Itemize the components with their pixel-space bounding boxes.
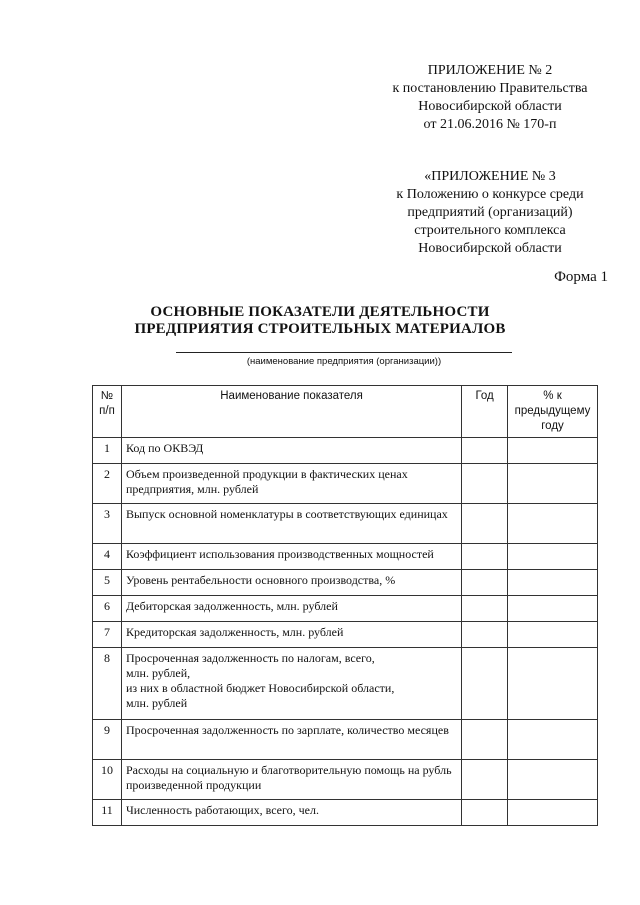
title-line-2: ПРЕДПРИЯТИЯ СТРОИТЕЛЬНЫХ МАТЕРИАЛОВ (134, 321, 506, 337)
percent-value-cell[interactable] (508, 570, 598, 596)
appendix-header-2 (370, 168, 610, 258)
year-value-cell[interactable] (462, 760, 508, 800)
document-title (0, 304, 640, 338)
header-year: Год (462, 386, 508, 438)
year-value-cell[interactable] (462, 622, 508, 648)
indicator-name: Код по ОКВЭД (121, 438, 461, 464)
year-value-cell[interactable] (462, 544, 508, 570)
row-number: 7 (93, 622, 122, 648)
row-number: 2 (93, 464, 122, 504)
table-row (93, 544, 598, 570)
year-value-cell[interactable] (462, 464, 508, 504)
appendix-line: «ПРИЛОЖЕНИЕ № 3 (424, 169, 556, 184)
year-value-cell[interactable] (462, 720, 508, 760)
year-value-cell[interactable] (462, 596, 508, 622)
percent-value-cell[interactable] (508, 504, 598, 544)
indicator-name: Численность работающих, всего, чел. (121, 800, 461, 826)
indicator-name: Кредиторская задолженность, млн. рублей (121, 622, 461, 648)
organization-name-line (176, 352, 512, 353)
table-row (93, 720, 598, 760)
appendix-line: Новосибирской области (418, 99, 562, 114)
table-row (93, 438, 598, 464)
appendix-line: Новосибирской области (418, 241, 562, 256)
header-percent-prev-year: % к предыдущему году (508, 386, 598, 438)
appendix-line: предприятий (организаций) (407, 205, 573, 220)
table-row (93, 800, 598, 826)
row-number: 9 (93, 720, 122, 760)
appendix-line: от 21.06.2016 № 170-п (423, 117, 557, 132)
appendix-line: строительного комплекса (414, 223, 566, 238)
year-value-cell[interactable] (462, 800, 508, 826)
indicator-name: Расходы на социальную и благотворительную помощь на рубль произведенной продукции (121, 760, 461, 800)
year-value-cell[interactable] (462, 570, 508, 596)
organization-name-caption: (наименование предприятия (организации)) (246, 356, 442, 367)
table-row (93, 596, 598, 622)
table-row (93, 464, 598, 504)
indicators-table (92, 385, 598, 826)
year-value-cell[interactable] (462, 504, 508, 544)
table-row (93, 504, 598, 544)
row-number: 6 (93, 596, 122, 622)
appendix-line: к Положению о конкурсе среди (396, 187, 584, 202)
indicator-name: Коэффициент использования производственных мощностей (121, 544, 461, 570)
appendix-line: к постановлению Правительства (392, 81, 588, 96)
indicator-name: Просроченная задолженность по налогам, всего, млн. рублей, из них в областной бюджет Новосибирской области, млн. рублей (121, 648, 461, 720)
indicator-name: Просроченная задолженность по зарплате, количество месяцев (121, 720, 461, 760)
percent-value-cell[interactable] (508, 438, 598, 464)
indicator-name: Выпуск основной номенклатуры в соответствующих единицах (121, 504, 461, 544)
indicator-name: Уровень рентабельности основного производства, % (121, 570, 461, 596)
form-label: Форма 1 (554, 269, 608, 285)
row-number: 3 (93, 504, 122, 544)
table-row (93, 760, 598, 800)
year-value-cell[interactable] (462, 438, 508, 464)
table-row (93, 570, 598, 596)
percent-value-cell[interactable] (508, 760, 598, 800)
row-number: 10 (93, 760, 122, 800)
percent-value-cell[interactable] (508, 720, 598, 760)
percent-value-cell[interactable] (508, 648, 598, 720)
appendix-header (370, 62, 610, 134)
row-number: 11 (93, 800, 122, 826)
table-row (93, 648, 598, 720)
row-number: 5 (93, 570, 122, 596)
row-number: 4 (93, 544, 122, 570)
row-number: 1 (93, 438, 122, 464)
indicator-name: Объем произведенной продукции в фактических ценах предприятия, млн. рублей (121, 464, 461, 504)
percent-value-cell[interactable] (508, 622, 598, 648)
appendix-line: ПРИЛОЖЕНИЕ № 2 (427, 63, 553, 78)
year-value-cell[interactable] (462, 648, 508, 720)
percent-value-cell[interactable] (508, 800, 598, 826)
header-number: № п/п (93, 386, 122, 438)
title-line-1: ОСНОВНЫЕ ПОКАЗАТЕЛИ ДЕЯТЕЛЬНОСТИ (150, 304, 490, 320)
indicator-name: Дебиторская задолженность, млн. рублей (121, 596, 461, 622)
table-header-row (93, 386, 598, 438)
table-row (93, 622, 598, 648)
percent-value-cell[interactable] (508, 544, 598, 570)
percent-value-cell[interactable] (508, 464, 598, 504)
percent-value-cell[interactable] (508, 596, 598, 622)
row-number: 8 (93, 648, 122, 720)
header-indicator-name: Наименование показателя (121, 386, 461, 438)
